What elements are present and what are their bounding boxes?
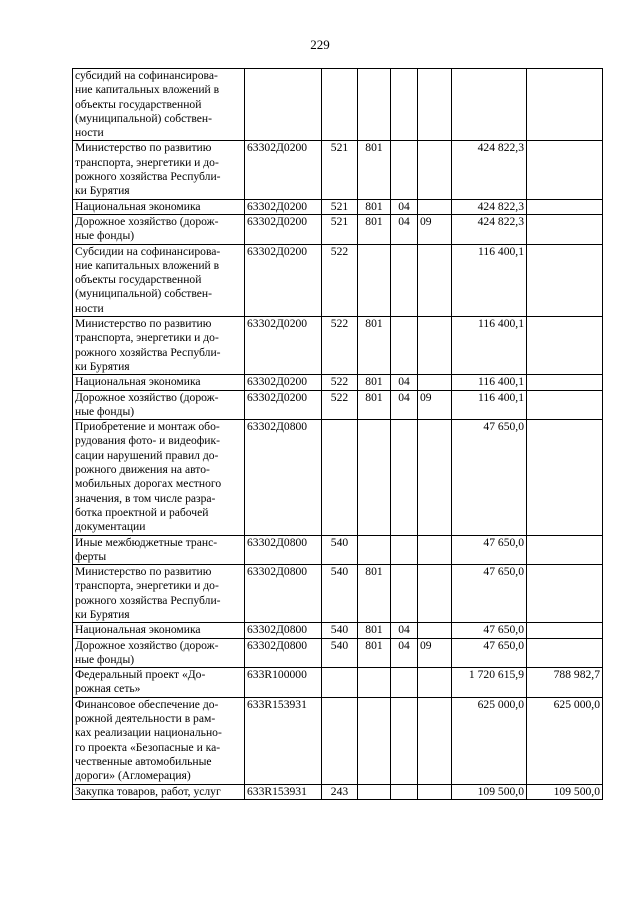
subsection-cell — [418, 69, 452, 141]
amount-federal-cell — [527, 214, 603, 244]
table-row — [73, 244, 603, 316]
expense-type-cell: 243 — [322, 784, 358, 799]
amount-total-cell: 424 822,3 — [452, 199, 527, 214]
row-name-cell: субсидий на софинансирова- ние капитальных вложений в объекты государственной (муниципальной) собствен- ности — [73, 69, 245, 141]
ministry-code-cell: 801 — [358, 375, 391, 390]
expense-type-cell — [322, 668, 358, 698]
table-row — [73, 697, 603, 784]
amount-total-cell: 116 400,1 — [452, 244, 527, 316]
section-cell — [391, 565, 418, 623]
row-name-cell: Министерство по развитию транспорта, энергетики и до- рожного хозяйства Республи- ки Бурятия — [73, 565, 245, 623]
amount-federal-cell: 625 000,0 — [527, 697, 603, 784]
row-name-cell: Федеральный проект «До- рожная сеть» — [73, 668, 245, 698]
ministry-code-cell: 801 — [358, 638, 391, 668]
subsection-cell — [418, 668, 452, 698]
amount-federal-cell — [527, 565, 603, 623]
subsection-cell — [418, 199, 452, 214]
row-name-cell: Национальная экономика — [73, 375, 245, 390]
target-code-cell: 63302Д0800 — [245, 638, 322, 668]
target-code-cell: 63302Д0200 — [245, 141, 322, 199]
amount-total-cell — [452, 69, 527, 141]
table-row — [73, 420, 603, 535]
target-code-cell: 633R100000 — [245, 668, 322, 698]
ministry-code-cell: 801 — [358, 199, 391, 214]
subsection-cell — [418, 244, 452, 316]
amount-total-cell: 625 000,0 — [452, 697, 527, 784]
expense-type-cell — [322, 69, 358, 141]
subsection-cell: 09 — [418, 638, 452, 668]
ministry-code-cell — [358, 535, 391, 565]
amount-federal-cell — [527, 141, 603, 199]
subsection-cell — [418, 565, 452, 623]
target-code-cell: 63302Д0800 — [245, 420, 322, 535]
ministry-code-cell — [358, 784, 391, 799]
amount-total-cell: 116 400,1 — [452, 317, 527, 375]
ministry-code-cell — [358, 244, 391, 316]
amount-total-cell: 424 822,3 — [452, 214, 527, 244]
target-code-cell: 633R153931 — [245, 784, 322, 799]
budget-table — [72, 68, 603, 800]
expense-type-cell — [322, 420, 358, 535]
expense-type-cell: 522 — [322, 390, 358, 420]
ministry-code-cell: 801 — [358, 141, 391, 199]
table-row — [73, 638, 603, 668]
ministry-code-cell: 801 — [358, 214, 391, 244]
subsection-cell — [418, 784, 452, 799]
expense-type-cell: 540 — [322, 565, 358, 623]
section-cell: 04 — [391, 214, 418, 244]
table-row — [73, 141, 603, 199]
row-name-cell: Дорожное хозяйство (дорож- ные фонды) — [73, 390, 245, 420]
expense-type-cell: 521 — [322, 199, 358, 214]
subsection-cell — [418, 141, 452, 199]
table-row — [73, 69, 603, 141]
row-name-cell: Субсидии на софинансирова- ние капитальных вложений в объекты государственной (муниципальной) собствен- ности — [73, 244, 245, 316]
row-name-cell: Дорожное хозяйство (дорож- ные фонды) — [73, 214, 245, 244]
amount-total-cell: 424 822,3 — [452, 141, 527, 199]
target-code-cell: 63302Д0800 — [245, 535, 322, 565]
ministry-code-cell: 801 — [358, 317, 391, 375]
target-code-cell: 63302Д0800 — [245, 623, 322, 638]
table-row — [73, 390, 603, 420]
section-cell — [391, 420, 418, 535]
expense-type-cell: 522 — [322, 317, 358, 375]
section-cell: 04 — [391, 375, 418, 390]
amount-total-cell: 1 720 615,9 — [452, 668, 527, 698]
row-name-cell: Финансовое обеспечение до- рожной деятельности в рам- ках реализации национально- го проекта «Безопасные и ка- чественные автомобильные дороги» (Агломерация) — [73, 697, 245, 784]
expense-type-cell: 540 — [322, 623, 358, 638]
row-name-cell: Национальная экономика — [73, 199, 245, 214]
section-cell — [391, 317, 418, 375]
table-row — [73, 565, 603, 623]
table-row — [73, 535, 603, 565]
row-name-cell: Закупка товаров, работ, услуг — [73, 784, 245, 799]
table-row — [73, 199, 603, 214]
subsection-cell — [418, 535, 452, 565]
ministry-code-cell: 801 — [358, 565, 391, 623]
section-cell — [391, 784, 418, 799]
amount-federal-cell — [527, 390, 603, 420]
section-cell — [391, 244, 418, 316]
expense-type-cell: 521 — [322, 141, 358, 199]
target-code-cell: 63302Д0200 — [245, 199, 322, 214]
table-row — [73, 214, 603, 244]
target-code-cell — [245, 69, 322, 141]
section-cell — [391, 141, 418, 199]
amount-federal-cell — [527, 317, 603, 375]
amount-federal-cell — [527, 638, 603, 668]
table-body — [73, 69, 603, 800]
expense-type-cell: 522 — [322, 244, 358, 316]
section-cell: 04 — [391, 199, 418, 214]
row-name-cell: Дорожное хозяйство (дорож- ные фонды) — [73, 638, 245, 668]
target-code-cell: 63302Д0200 — [245, 317, 322, 375]
amount-federal-cell — [527, 244, 603, 316]
subsection-cell — [418, 420, 452, 535]
amount-total-cell: 47 650,0 — [452, 638, 527, 668]
row-name-cell: Национальная экономика — [73, 623, 245, 638]
amount-total-cell: 47 650,0 — [452, 420, 527, 535]
amount-total-cell: 109 500,0 — [452, 784, 527, 799]
amount-federal-cell — [527, 375, 603, 390]
ministry-code-cell: 801 — [358, 390, 391, 420]
amount-federal-cell — [527, 420, 603, 535]
expense-type-cell — [322, 697, 358, 784]
section-cell — [391, 535, 418, 565]
ministry-code-cell — [358, 668, 391, 698]
row-name-cell: Иные межбюджетные транс- ферты — [73, 535, 245, 565]
row-name-cell: Министерство по развитию транспорта, энергетики и до- рожного хозяйства Республи- ки Бурятия — [73, 317, 245, 375]
amount-federal-cell — [527, 199, 603, 214]
subsection-cell — [418, 697, 452, 784]
target-code-cell: 63302Д0200 — [245, 244, 322, 316]
amount-total-cell: 116 400,1 — [452, 390, 527, 420]
amount-total-cell: 47 650,0 — [452, 565, 527, 623]
expense-type-cell: 522 — [322, 375, 358, 390]
page-number: 229 — [310, 37, 330, 52]
target-code-cell: 633R153931 — [245, 697, 322, 784]
amount-federal-cell — [527, 535, 603, 565]
subsection-cell — [418, 317, 452, 375]
target-code-cell: 63302Д0200 — [245, 390, 322, 420]
table-row — [73, 375, 603, 390]
table-row — [73, 317, 603, 375]
row-name-cell: Приобретение и монтаж обо- рудования фото- и видеофик- сации нарушений правил до- рожного движения на авто- мобильных дорогах местного значения, в том числе разра- ботка проектной и рабочей документации — [73, 420, 245, 535]
amount-total-cell: 47 650,0 — [452, 623, 527, 638]
section-cell — [391, 69, 418, 141]
row-name-cell: Министерство по развитию транспорта, энергетики и до- рожного хозяйства Республи- ки Бурятия — [73, 141, 245, 199]
section-cell: 04 — [391, 638, 418, 668]
expense-type-cell: 540 — [322, 535, 358, 565]
subsection-cell — [418, 623, 452, 638]
expense-type-cell: 521 — [322, 214, 358, 244]
ministry-code-cell: 801 — [358, 623, 391, 638]
section-cell — [391, 697, 418, 784]
expense-type-cell: 540 — [322, 638, 358, 668]
amount-federal-cell: 109 500,0 — [527, 784, 603, 799]
section-cell: 04 — [391, 623, 418, 638]
amount-total-cell: 47 650,0 — [452, 535, 527, 565]
subsection-cell: 09 — [418, 214, 452, 244]
amount-federal-cell: 788 982,7 — [527, 668, 603, 698]
target-code-cell: 63302Д0200 — [245, 214, 322, 244]
amount-total-cell: 116 400,1 — [452, 375, 527, 390]
amount-federal-cell — [527, 623, 603, 638]
target-code-cell: 63302Д0800 — [245, 565, 322, 623]
subsection-cell — [418, 375, 452, 390]
subsection-cell: 09 — [418, 390, 452, 420]
table-row — [73, 623, 603, 638]
section-cell — [391, 668, 418, 698]
ministry-code-cell — [358, 420, 391, 535]
section-cell: 04 — [391, 390, 418, 420]
table-row — [73, 784, 603, 799]
amount-federal-cell — [527, 69, 603, 141]
table-row — [73, 668, 603, 698]
target-code-cell: 63302Д0200 — [245, 375, 322, 390]
ministry-code-cell — [358, 697, 391, 784]
ministry-code-cell — [358, 69, 391, 141]
